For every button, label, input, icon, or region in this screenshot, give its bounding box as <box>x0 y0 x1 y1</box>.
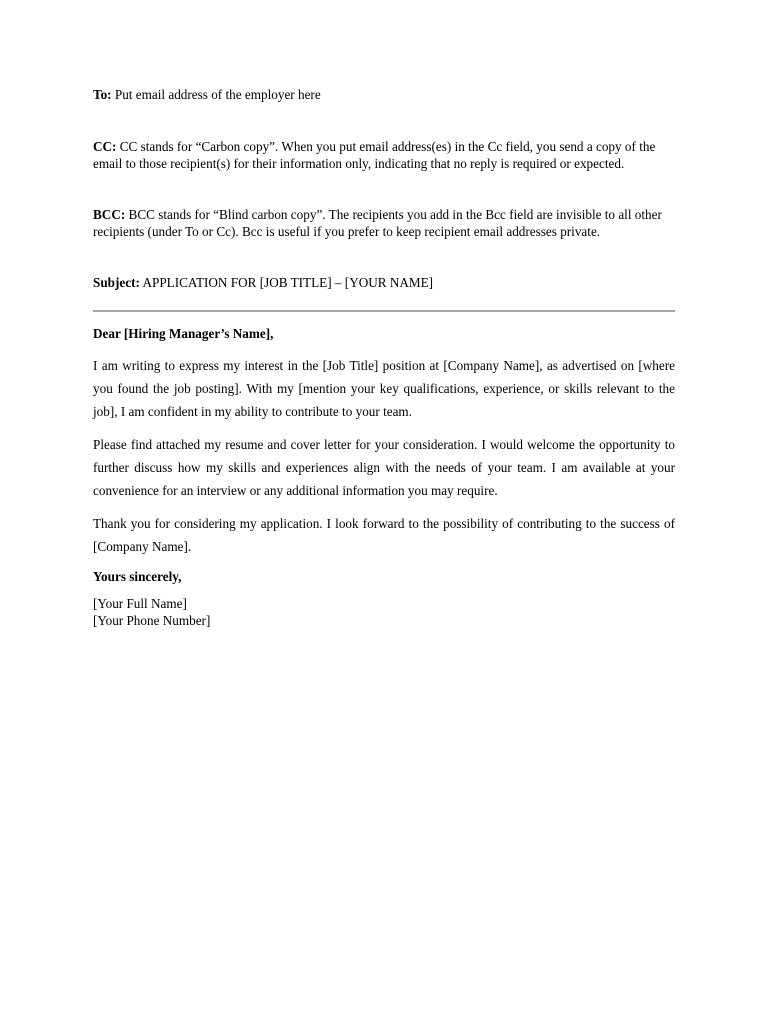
closing: Yours sincerely, <box>93 569 182 584</box>
subject-line <box>93 274 675 291</box>
body-paragraph-3: Thank you for considering my application. I look forward to the possibility of contributing to the success of [Company Name]. <box>93 516 675 554</box>
salutation: Dear [Hiring Manager’s Name], <box>93 326 274 341</box>
to-line <box>93 86 675 103</box>
cc-line <box>93 138 675 172</box>
body-paragraph-1: I am writing to express my interest in the [Job Title] position at [Company Name], as advertised on [where you found the job posting]. With my [mention your key qualifications, experience, or skills relevant to the job], I am confident in my ability to contribute to your team. <box>93 358 675 419</box>
signature-phone: [Your Phone Number] <box>93 613 211 628</box>
bcc-line <box>93 206 675 240</box>
header-divider <box>93 310 675 312</box>
to-text: Put email address of the employer here <box>114 87 321 102</box>
cc-text: CC stands for “Carbon copy”. When you put email address(es) in the Cc field, you send a copy of the email to those recipient(s) for their information only, indicating that no reply is required or expected. <box>93 139 656 171</box>
cc-label: CC: <box>93 139 117 154</box>
body-paragraph-2: Please find attached my resume and cover letter for your consideration. I would welcome the opportunity to further discuss how my skills and experiences align with the needs of your team. I am available at your convenience for an interview or any additional information you may require. <box>93 437 675 498</box>
subject-label: Subject: <box>93 275 140 290</box>
bcc-text: BCC stands for “Blind carbon copy”. The recipients you add in the Bcc field are invisible to all other recipients (under To or Cc). Bcc is useful if you prefer to keep recipient email addresses private. <box>93 207 662 239</box>
signature-name: [Your Full Name] <box>93 596 187 611</box>
bcc-label: BCC: <box>93 207 126 222</box>
to-label: To: <box>93 87 112 102</box>
subject-text: APPLICATION FOR [JOB TITLE] – [YOUR NAME] <box>142 275 434 290</box>
